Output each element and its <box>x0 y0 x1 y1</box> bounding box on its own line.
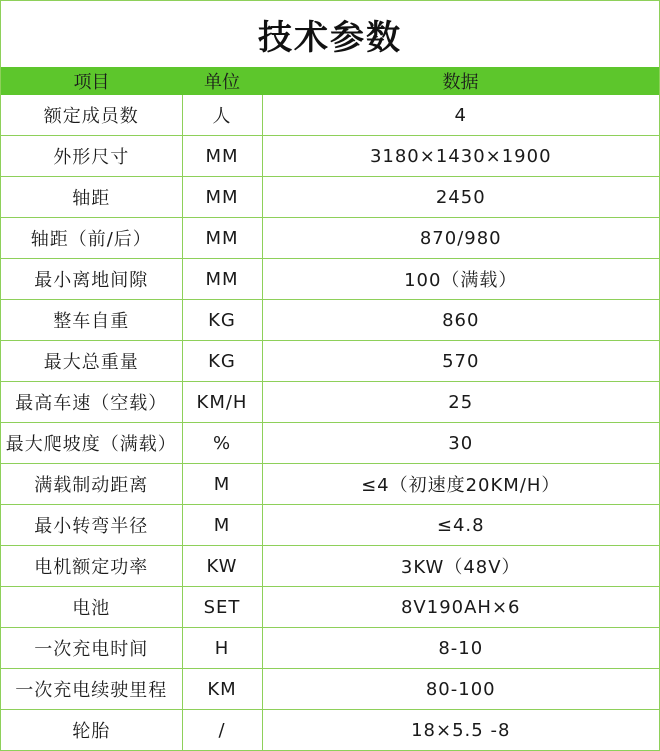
value-cell: 570 <box>262 341 659 382</box>
value-cell: 3180×1430×1900 <box>262 136 659 177</box>
item-cell: 一次充电续驶里程 <box>1 669 182 710</box>
table-row <box>1 177 659 218</box>
unit-cell: KW <box>182 546 262 587</box>
unit-cell: MM <box>182 136 262 177</box>
value-cell: 30 <box>262 423 659 464</box>
item-cell: 满载制动距离 <box>1 464 182 505</box>
unit-cell: KM/H <box>182 382 262 423</box>
table-row <box>1 628 659 669</box>
table-row <box>1 300 659 341</box>
item-cell: 轮胎 <box>1 710 182 751</box>
item-cell: 最大爬坡度（满载） <box>1 423 182 464</box>
table-header-row <box>1 67 659 95</box>
table-row <box>1 259 659 300</box>
table-row <box>1 382 659 423</box>
item-cell: 电池 <box>1 587 182 628</box>
item-cell: 轴距（前/后） <box>1 218 182 259</box>
item-cell: 最大总重量 <box>1 341 182 382</box>
item-cell: 轴距 <box>1 177 182 218</box>
item-cell: 额定成员数 <box>1 95 182 136</box>
item-cell: 电机额定功率 <box>1 546 182 587</box>
value-cell: 18×5.5 -8 <box>262 710 659 751</box>
value-cell: 3KW（48V） <box>262 546 659 587</box>
unit-cell: MM <box>182 177 262 218</box>
value-cell: 25 <box>262 382 659 423</box>
unit-cell: H <box>182 628 262 669</box>
value-cell: 8-10 <box>262 628 659 669</box>
value-cell: 80-100 <box>262 669 659 710</box>
value-cell: 860 <box>262 300 659 341</box>
spec-table <box>1 67 659 750</box>
table-row <box>1 136 659 177</box>
page-title: 技术参数 <box>258 17 402 58</box>
column-header-value: 数据 <box>262 67 659 95</box>
table-row <box>1 587 659 628</box>
unit-cell: KG <box>182 300 262 341</box>
value-cell: ≤4.8 <box>262 505 659 546</box>
table-row <box>1 710 659 751</box>
table-row <box>1 546 659 587</box>
item-cell: 最高车速（空载） <box>1 382 182 423</box>
table-row <box>1 464 659 505</box>
table-row <box>1 341 659 382</box>
unit-cell: MM <box>182 218 262 259</box>
item-cell: 外形尺寸 <box>1 136 182 177</box>
unit-cell: / <box>182 710 262 751</box>
value-cell: 4 <box>262 95 659 136</box>
item-cell: 一次充电时间 <box>1 628 182 669</box>
table-row <box>1 218 659 259</box>
table-row <box>1 669 659 710</box>
unit-cell: M <box>182 464 262 505</box>
unit-cell: 人 <box>182 95 262 136</box>
unit-cell: SET <box>182 587 262 628</box>
unit-cell: % <box>182 423 262 464</box>
unit-cell: MM <box>182 259 262 300</box>
table-row <box>1 505 659 546</box>
value-cell: 2450 <box>262 177 659 218</box>
value-cell: 870/980 <box>262 218 659 259</box>
unit-cell: KM <box>182 669 262 710</box>
column-header-unit: 单位 <box>182 67 262 95</box>
value-cell: 100（满载） <box>262 259 659 300</box>
item-cell: 最小转弯半径 <box>1 505 182 546</box>
value-cell: ≤4（初速度20KM/H） <box>262 464 659 505</box>
column-header-item: 项目 <box>1 67 182 95</box>
unit-cell: M <box>182 505 262 546</box>
table-row <box>1 423 659 464</box>
table-row <box>1 95 659 136</box>
item-cell: 整车自重 <box>1 300 182 341</box>
item-cell: 最小离地间隙 <box>1 259 182 300</box>
unit-cell: KG <box>182 341 262 382</box>
value-cell: 8V190AH×6 <box>262 587 659 628</box>
